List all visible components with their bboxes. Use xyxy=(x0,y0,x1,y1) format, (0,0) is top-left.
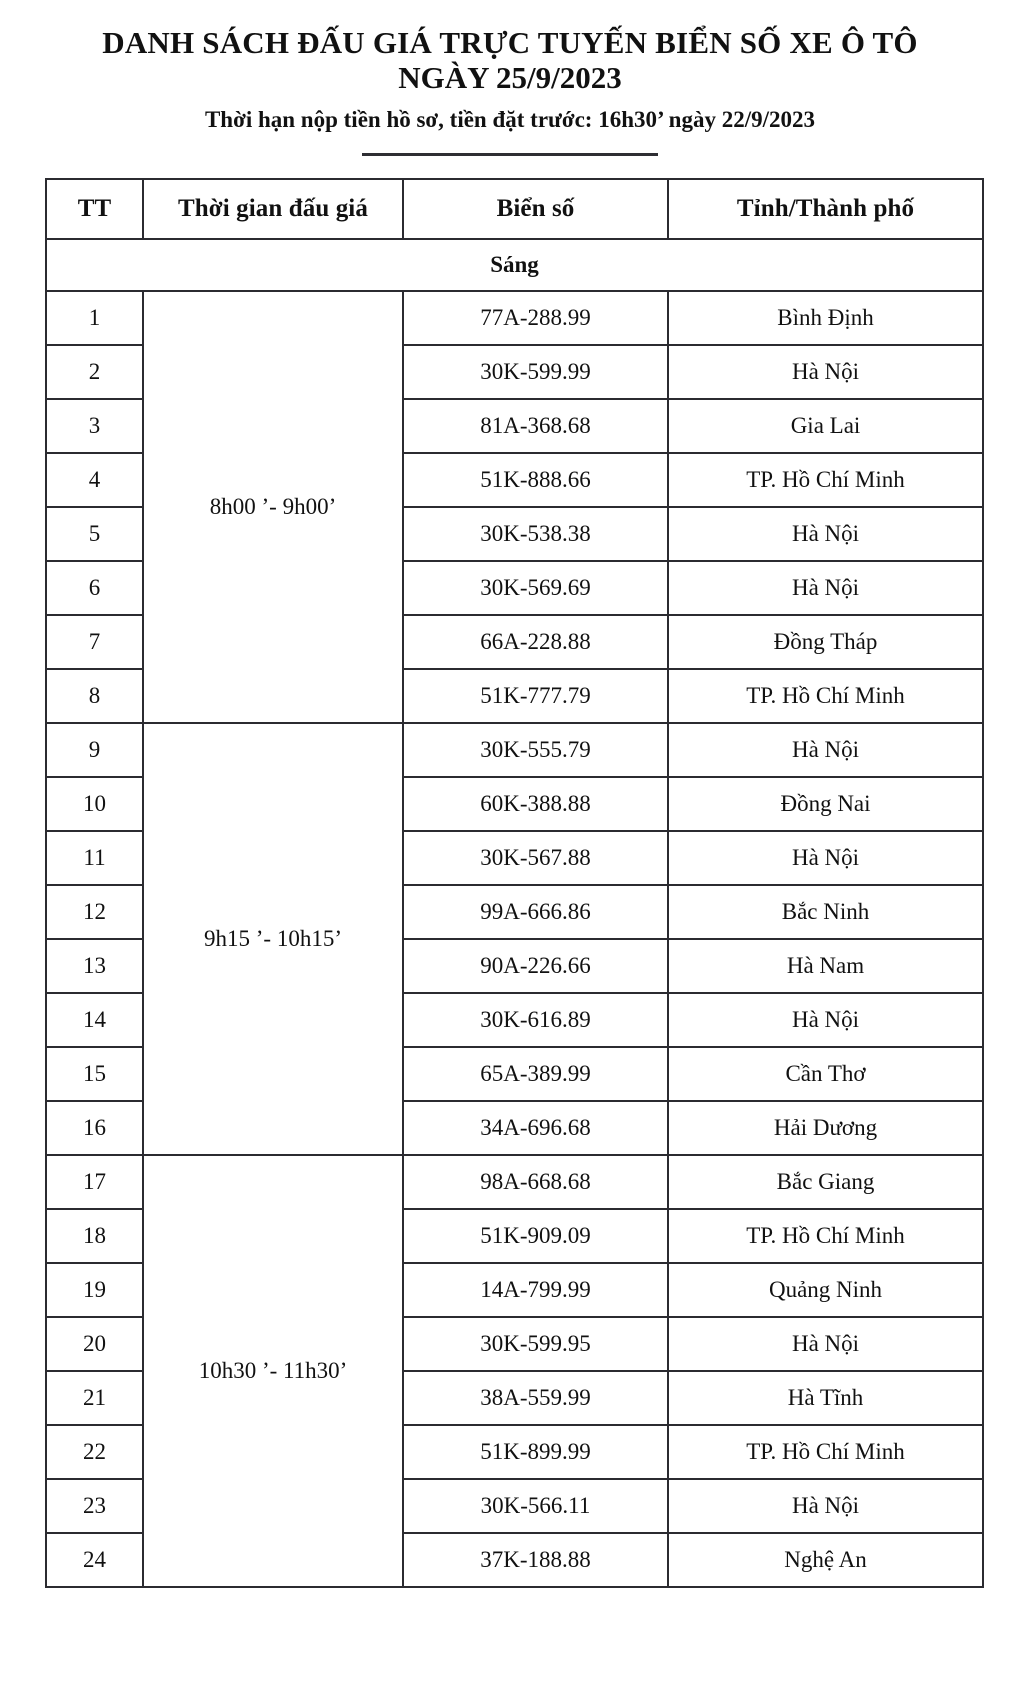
row-index-cell: 3 xyxy=(46,399,143,453)
province-cell: TP. Hồ Chí Minh xyxy=(668,453,983,507)
column-header-plate: Biển số xyxy=(403,179,668,239)
province-cell: Đồng Tháp xyxy=(668,615,983,669)
province-cell: Nghệ An xyxy=(668,1533,983,1587)
document-header xyxy=(0,0,1020,156)
plate-number-cell: 30K-616.89 xyxy=(403,993,668,1047)
auction-time-cell: 10h30 ’- 11h30’ xyxy=(143,1155,403,1587)
table-row xyxy=(46,723,983,777)
table-body xyxy=(46,239,983,1587)
row-index-cell: 4 xyxy=(46,453,143,507)
province-cell: Hà Nội xyxy=(668,507,983,561)
province-cell: Bắc Ninh xyxy=(668,885,983,939)
column-header-tt: TT xyxy=(46,179,143,239)
province-cell: Bình Định xyxy=(668,291,983,345)
plate-number-cell: 51K-899.99 xyxy=(403,1425,668,1479)
plate-number-cell: 66A-228.88 xyxy=(403,615,668,669)
plate-number-cell: 30K-599.95 xyxy=(403,1317,668,1371)
plate-number-cell: 34A-696.68 xyxy=(403,1101,668,1155)
row-index-cell: 16 xyxy=(46,1101,143,1155)
page-title-line-2: NGÀY 25/9/2023 xyxy=(398,60,622,96)
auction-table-container xyxy=(45,178,982,1588)
table-header xyxy=(46,179,983,239)
row-index-cell: 7 xyxy=(46,615,143,669)
province-cell: Hà Nội xyxy=(668,345,983,399)
table-header-row xyxy=(46,179,983,239)
plate-number-cell: 81A-368.68 xyxy=(403,399,668,453)
province-cell: Hà Nội xyxy=(668,993,983,1047)
row-index-cell: 19 xyxy=(46,1263,143,1317)
province-cell: Gia Lai xyxy=(668,399,983,453)
plate-number-cell: 30K-538.38 xyxy=(403,507,668,561)
plate-number-cell: 30K-555.79 xyxy=(403,723,668,777)
plate-number-cell: 60K-388.88 xyxy=(403,777,668,831)
row-index-cell: 2 xyxy=(46,345,143,399)
row-index-cell: 15 xyxy=(46,1047,143,1101)
province-cell: Hà Nam xyxy=(668,939,983,993)
auction-table xyxy=(45,178,984,1588)
row-index-cell: 12 xyxy=(46,885,143,939)
row-index-cell: 24 xyxy=(46,1533,143,1587)
province-cell: Hà Nội xyxy=(668,831,983,885)
row-index-cell: 23 xyxy=(46,1479,143,1533)
row-index-cell: 13 xyxy=(46,939,143,993)
province-cell: TP. Hồ Chí Minh xyxy=(668,1209,983,1263)
plate-number-cell: 77A-288.99 xyxy=(403,291,668,345)
row-index-cell: 5 xyxy=(46,507,143,561)
deadline-subtitle: Thời hạn nộp tiền hồ sơ, tiền đặt trước: 16h30’ ngày 22/9/2023 xyxy=(204,107,816,133)
page-title-line-1: DANH SÁCH ĐẤU GIÁ TRỰC TUYẾN BIỂN SỐ XE Ô TÔ xyxy=(102,25,918,60)
province-cell: Hà Nội xyxy=(668,723,983,777)
row-index-cell: 9 xyxy=(46,723,143,777)
province-cell: TP. Hồ Chí Minh xyxy=(668,1425,983,1479)
row-index-cell: 18 xyxy=(46,1209,143,1263)
plate-number-cell: 30K-566.11 xyxy=(403,1479,668,1533)
row-index-cell: 22 xyxy=(46,1425,143,1479)
row-index-cell: 21 xyxy=(46,1371,143,1425)
plate-number-cell: 99A-666.86 xyxy=(403,885,668,939)
plate-number-cell: 14A-799.99 xyxy=(403,1263,668,1317)
plate-number-cell: 51K-909.09 xyxy=(403,1209,668,1263)
province-cell: TP. Hồ Chí Minh xyxy=(668,669,983,723)
plate-number-cell: 30K-567.88 xyxy=(403,831,668,885)
province-cell: Hà Nội xyxy=(668,1479,983,1533)
plate-number-cell: 51K-888.66 xyxy=(403,453,668,507)
province-cell: Đồng Nai xyxy=(668,777,983,831)
plate-number-cell: 98A-668.68 xyxy=(403,1155,668,1209)
table-row xyxy=(46,291,983,345)
table-row xyxy=(46,1155,983,1209)
row-index-cell: 8 xyxy=(46,669,143,723)
auction-time-cell: 9h15 ’- 10h15’ xyxy=(143,723,403,1155)
plate-number-cell: 30K-599.99 xyxy=(403,345,668,399)
row-index-cell: 1 xyxy=(46,291,143,345)
province-cell: Hà Nội xyxy=(668,1317,983,1371)
auction-time-cell: 8h00 ’- 9h00’ xyxy=(143,291,403,723)
column-header-province: Tỉnh/Thành phố xyxy=(668,179,983,239)
province-cell: Bắc Giang xyxy=(668,1155,983,1209)
province-cell: Hải Dương xyxy=(668,1101,983,1155)
row-index-cell: 14 xyxy=(46,993,143,1047)
session-label: Sáng xyxy=(46,239,983,291)
plate-number-cell: 37K-188.88 xyxy=(403,1533,668,1587)
plate-number-cell: 65A-389.99 xyxy=(403,1047,668,1101)
plate-number-cell: 30K-569.69 xyxy=(403,561,668,615)
column-header-time: Thời gian đấu giá xyxy=(143,179,403,239)
province-cell: Hà Nội xyxy=(668,561,983,615)
plate-number-cell: 38A-559.99 xyxy=(403,1371,668,1425)
province-cell: Quảng Ninh xyxy=(668,1263,983,1317)
row-index-cell: 11 xyxy=(46,831,143,885)
row-index-cell: 10 xyxy=(46,777,143,831)
row-index-cell: 20 xyxy=(46,1317,143,1371)
row-index-cell: 17 xyxy=(46,1155,143,1209)
header-divider xyxy=(362,153,658,156)
plate-number-cell: 51K-777.79 xyxy=(403,669,668,723)
session-row xyxy=(46,239,983,291)
row-index-cell: 6 xyxy=(46,561,143,615)
province-cell: Cần Thơ xyxy=(668,1047,983,1101)
plate-number-cell: 90A-226.66 xyxy=(403,939,668,993)
province-cell: Hà Tĩnh xyxy=(668,1371,983,1425)
